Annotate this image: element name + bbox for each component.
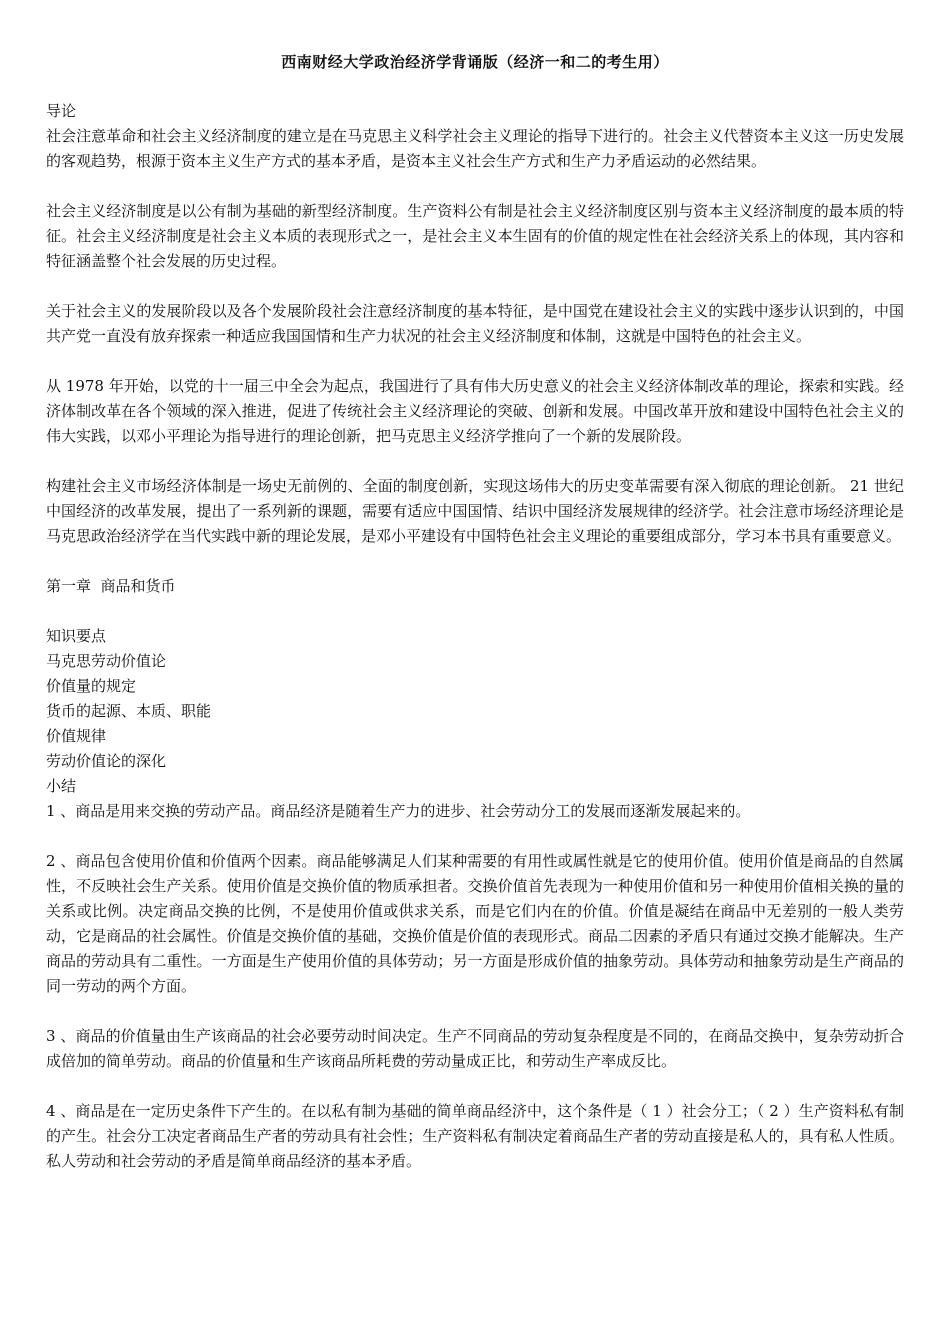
spacer [46,549,904,574]
knowledge-points-list [46,649,904,774]
spacer [46,449,904,474]
spacer [46,174,904,199]
spacer [46,349,904,374]
list-item: 货币的起源、本质、职能 [46,702,212,720]
knowledge-points-heading: 知识要点 [46,627,107,645]
list-item: 价值规律 [46,727,107,745]
summary-paragraph-4: 4 、商品是在一定历史条件下产生的。在以私有制为基础的简单商品经济中，这个条件是（ 1 ）社会分工；（ 2 ）生产资料私有制的产生。社会分工决定者商品生产者的劳动具有社会性；生产资料私有制决定着商品生产者的劳动直接是私人的，具有私人性质。私人劳动和社会劳动的矛盾是简单商品经济的基本矛盾。 [46,1102,904,1170]
spacer [46,274,904,299]
list-item: 价值量的规定 [46,677,137,695]
intro-heading: 导论 [46,102,77,120]
chapter-heading: 第一章 商品和货币 [46,577,176,595]
spacer [46,1074,904,1099]
intro-paragraph-3: 关于社会主义的发展阶段以及各个发展阶段社会注意经济制度的基本特征，是中国党在建设社会主义的实践中逐步认识到的，中国共产党一直没有放弃探索一种适应我国国情和生产力状况的社会主义经济制度和体制，这就是中国特色的社会主义。 [46,302,904,345]
summary-paragraph-2: 2 、商品包含使用价值和价值两个因素。商品能够满足人们某种需要的有用性或属性就是它的使用价值。使用价值是商品的自然属性，不反映社会生产关系。使用价值是交换价值的物质承担者。交换价值首先表现为一种使用价值和另一种使用价值相关换的量的关系或比例。决定商品交换的比例，不是使用价值或供求关系，而是它们内在的价值。价值是凝结在商品中无差别的一般人类劳动，它是商品的社会属性。价值是交换价值的基础，交换价值是价值的表现形式。商品二因素的矛盾只有通过交换才能解决。生产商品的劳动具有二重性。一方面是生产使用价值的具体劳动；另一方面是形成价值的抽象劳动。具体劳动和抽象劳动是生产商品的同一劳动的两个方面。 [46,852,904,995]
spacer [46,999,904,1024]
spacer [46,599,904,624]
summary-paragraph-3: 3 、商品的价值量由生产该商品的社会必要劳动时间决定。生产不同商品的劳动复杂程度是不同的，在商品交换中，复杂劳动折合成倍加的简单劳动。商品的价值量和生产该商品所耗费的劳动量成正比，和劳动生产率成反比。 [46,1027,904,1070]
summary-heading: 小结 [46,777,77,795]
intro-paragraph-1: 社会注意革命和社会主义经济制度的建立是在马克思主义科学社会主义理论的指导下进行的。社会主义代替资本主义这一历史发展的客观趋势，根源于资本主义生产方式的基本矛盾，是资本主义社会生产方式和生产力矛盾运动的必然结果。 [46,127,904,170]
intro-paragraph-4: 从 1978 年开始，以党的十一届三中全会为起点，我国进行了具有伟大历史意义的社会主义经济体制改革的理论，探索和实践。经济体制改革在各个领域的深入推进，促进了传统社会主义经济理论的突破、创新和发展。中国改革开放和建设中国特色社会主义的伟大实践，以邓小平理论为指导进行的理论创新，把马克思主义经济学推向了一个新的发展阶段。 [46,377,904,445]
intro-paragraph-2: 社会主义经济制度是以公有制为基础的新型经济制度。生产资料公有制是社会主义经济制度区别与资本主义经济制度的最本质的特征。社会主义经济制度是社会主义本质的表现形式之一，是社会主义本生固有的价值的规定性在社会经济关系上的体现，其内容和特征涵盖整个社会发展的历史过程。 [46,202,904,270]
document-title: 西南财经大学政治经济学背诵版（经济一和二的考生用） [281,53,669,71]
list-item: 马克思劳动价值论 [46,652,167,670]
list-item: 劳动价值论的深化 [46,752,167,770]
intro-paragraph-5: 构建社会主义市场经济体制是一场史无前例的、全面的制度创新，实现这场伟大的历史变革需要有深入彻底的理论创新。 21 世纪中国经济的改革发展，提出了一系列新的课题，需要有适应中国国情、结识中国经济发展规律的经济学。社会注意市场经济理论是马克思政治经济学在当代实践中新的理论发展，是邓小平建设有中国特色社会主义理论的重要组成部分，学习本书具有重要意义。 [46,477,904,545]
spacer [46,824,904,849]
summary-paragraph-1: 1 、商品是用来交换的劳动产品。商品经济是随着生产力的进步、社会劳动分工的发展而逐渐发展起来的。 [46,802,751,820]
